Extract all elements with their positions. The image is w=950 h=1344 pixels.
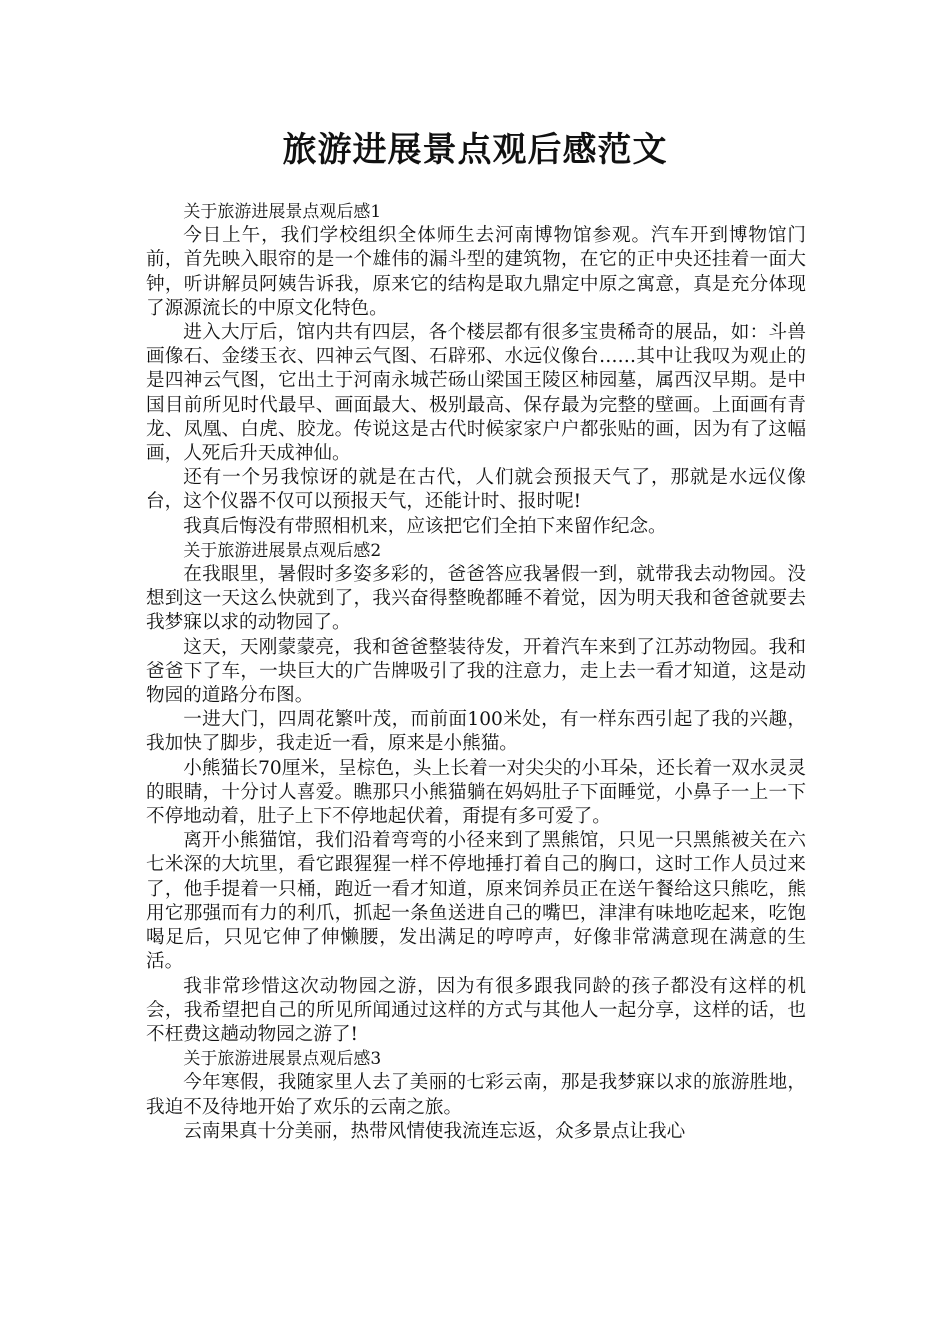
paragraph: 进入大厅后，馆内共有四层，各个楼层都有很多宝贵稀奇的展品，如：斗兽画像石、金缕玉衣、四神云气图、石辟邪、水远仪像台……其中让我叹为观止的是四神云气图，它出土于河南永城芒砀山梁国王陵区柿园墓，属西汉早期。是中国目前所见时代最早、画面最大、极别最高、保存最为完整的壁画。上面画有青龙、凤凰、白虎、胶龙。传说这是古代时候家家户户都张贴的画，因为有了这幅画，人死后升天成神仙。	[146, 322, 806, 465]
paragraph: 今日上午，我们学校组织全体师生去河南博物馆参观。汽车开到博物馆门前，首先映入眼帘的是一个雄伟的漏斗型的建筑物，在它的正中央还挂着一面大钟，听讲解员阿姨告诉我，原来它的结构是取九鼎定中原之寓意，真是充分体现了源源流长的中原文化特色。	[146, 225, 806, 319]
paragraph: 在我眼里，暑假时多姿多彩的，爸爸答应我暑假一到，就带我去动物园。没想到这一天这么快就到了，我兴奋得整晚都睡不着觉，因为明天我和爸爸就要去我梦寐以求的动物园了。	[146, 564, 806, 634]
paragraph: 我非常珍惜这次动物园之游，因为有很多跟我同龄的孩子都没有这样的机会，我希望把自己的所见所闻通过这样的方式与其他人一起分享，这样的话，也不枉费这趟动物园之游了!	[146, 975, 806, 1045]
section-heading-3: 关于旅游进展景点观后感3	[183, 1049, 382, 1070]
paragraph: 还有一个另我惊讶的就是在古代，人们就会预报天气了，那就是水远仪像台，这个仪器不仅可以预报天气，还能计时、报时呢!	[146, 467, 806, 513]
paragraph: 这天，天刚蒙蒙亮，我和爸爸整装待发，开着汽车来到了江苏动物园。我和爸爸下了车，一块巨大的广告牌吸引了我的注意力，走上去一看才知道，这是动物园的道路分布图。	[146, 636, 806, 707]
paragraph: 云南果真十分美丽，热带风情使我流连忘返，众多景点让我心	[183, 1120, 686, 1142]
paragraph: 今年寒假，我随家里人去了美丽的七彩云南，那是我梦寐以求的旅游胜地，我迫不及待地开始了欢乐的云南之旅。	[146, 1072, 806, 1118]
paragraph: 小熊猫长70厘米，呈棕色，头上长着一对尖尖的小耳朵，还长着一双水灵灵的眼睛，十分讨人喜爱。瞧那只小熊猫躺在妈妈肚子下面睡觉，小鼻子一上一下不停地动着，肚子上下不停地起伏着，甭提有多可爱了。	[146, 757, 806, 828]
document-body	[146, 200, 806, 1144]
paragraph: 离开小熊猫馆，我们沿着弯弯的小径来到了黑熊馆，只见一只黑熊被关在六七米深的大坑里，看它跟猩猩一样不停地捶打着自己的胸口，这时工作人员过来了，他手提着一只桶，跑近一看才知道，原来饲养员正在送午餐给这只熊吃，熊用它那强而有力的利爪，抓起一条鱼送进自己的嘴巴，津津有味地吃起来，吃饱喝足后，只见它伸了伸懒腰，发出满足的哼哼声，好像非常满意现在满意的生活。	[146, 830, 806, 973]
section-heading-2: 关于旅游进展景点观后感2	[183, 540, 382, 561]
paragraph: 一进大门，四周花繁叶茂，而前面100米处，有一样东西引起了我的兴趣，我加快了脚步，我走近一看，原来是小熊猫。	[146, 709, 806, 755]
section-heading-1: 关于旅游进展景点观后感1	[183, 202, 382, 222]
paragraph: 我真后悔没有带照相机来，应该把它们全拍下来留作纪念。	[183, 515, 667, 537]
document-title: 旅游进展景点观后感范文	[282, 130, 668, 170]
